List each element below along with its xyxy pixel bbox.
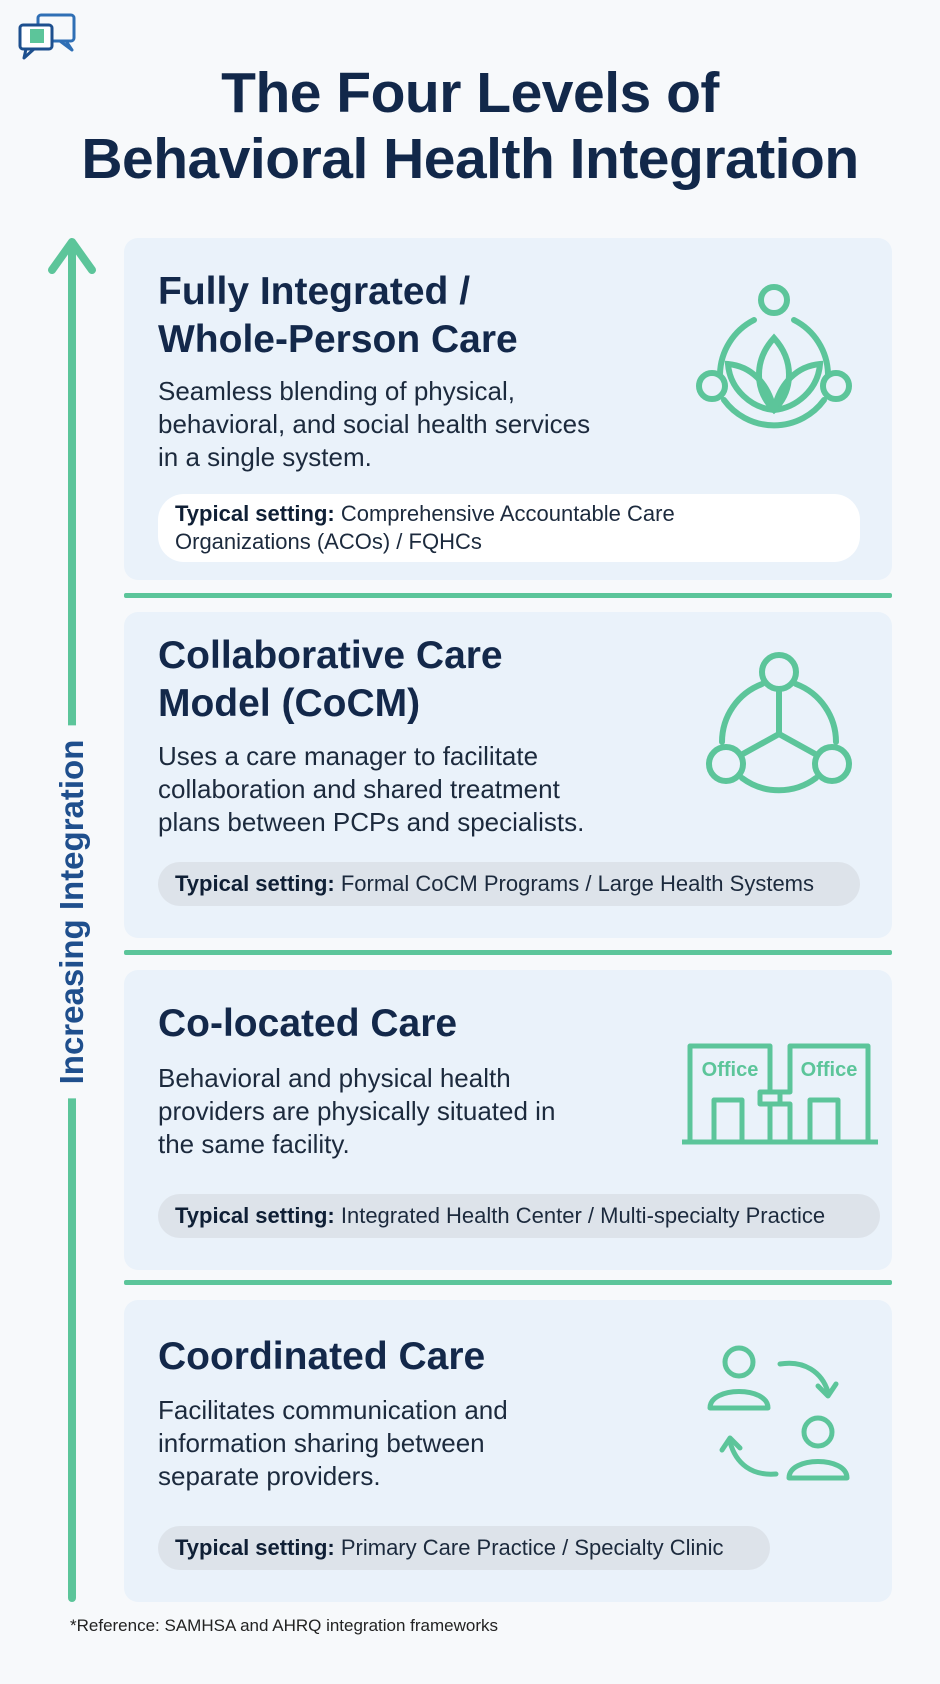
chat-bubbles-logo-icon — [16, 12, 80, 64]
axis-label: Increasing Integration — [53, 726, 91, 1099]
typical-setting-line-2: Organizations (ACOs) / FQHCs — [175, 529, 482, 554]
level-description — [158, 375, 628, 474]
whole-person-circle-icon — [694, 282, 854, 442]
typical-setting-value: Primary Care Practice / Specialty Clinic — [340, 1535, 724, 1560]
typical-setting-line — [175, 871, 843, 897]
level-description-line-3: the same facility. — [158, 1129, 350, 1159]
level-divider — [124, 950, 892, 955]
level-description-line-3: plans between PCPs and specialists. — [158, 807, 585, 837]
network-triad-icon — [704, 652, 854, 802]
level-title: Coordinated Care — [158, 1335, 486, 1378]
connected-offices-icon — [680, 1038, 880, 1148]
level-title: Co-located Care — [158, 1002, 458, 1045]
level-description-line-3: in a single system. — [158, 442, 372, 472]
page-title-line-2: Behavioral Health Integration — [81, 127, 859, 191]
typical-setting-label: Typical setting: — [175, 871, 335, 896]
typical-setting-label: Typical setting: — [175, 501, 335, 526]
level-card-fully-integrated — [124, 238, 892, 580]
level-title-line-2: Model (CoCM) — [158, 682, 421, 725]
level-description-line-2: collaboration and shared treatment — [158, 774, 560, 804]
typical-setting-pill — [158, 1194, 880, 1238]
level-description-line-1: Facilitates communication and — [158, 1395, 508, 1425]
level-card-co-located-care — [124, 970, 892, 1270]
typical-setting-line-1 — [175, 500, 843, 528]
level-description — [158, 1394, 628, 1493]
level-description — [158, 740, 628, 839]
typical-setting-value: Comprehensive Accountable Care — [340, 501, 675, 526]
level-description-line-2: providers are physically situated in — [158, 1096, 556, 1126]
level-title — [158, 632, 503, 728]
typical-setting-line — [175, 1203, 863, 1229]
level-title-line-1: Collaborative Care — [158, 634, 503, 677]
level-card-collaborative-care — [124, 612, 892, 938]
typical-setting-value: Formal CoCM Programs / Large Health Systems — [340, 871, 814, 896]
typical-setting-value: Integrated Health Center / Multi-specialty Practice — [340, 1203, 826, 1228]
page-title-line-1: The Four Levels of — [221, 61, 719, 125]
two-people-exchange-icon — [704, 1340, 854, 1490]
typical-setting-label: Typical setting: — [175, 1203, 335, 1228]
level-description-line-1: Seamless blending of physical, — [158, 376, 515, 406]
typical-setting-pill — [158, 1526, 770, 1570]
level-description-line-2: behavioral, and social health services — [158, 409, 591, 439]
level-description-line-2: information sharing between — [158, 1428, 485, 1458]
typical-setting-line — [175, 1535, 753, 1561]
reference-footnote: *Reference: SAMHSA and AHRQ integration frameworks — [70, 1616, 499, 1635]
typical-setting-label: Typical setting: — [175, 1535, 335, 1560]
page-title — [0, 60, 940, 192]
level-description-line-1: Uses a care manager to facilitate — [158, 741, 539, 771]
level-description — [158, 1062, 628, 1161]
level-description-line-3: separate providers. — [158, 1461, 381, 1491]
level-description-line-1: Behavioral and physical health — [158, 1063, 511, 1093]
level-divider — [124, 1280, 892, 1285]
typical-setting-pill — [158, 862, 860, 906]
level-card-coordinated-care — [124, 1300, 892, 1602]
typical-setting-pill — [158, 494, 860, 562]
level-title-line-1: Fully Integrated / — [158, 270, 471, 313]
office-label-left: Office — [701, 1059, 759, 1081]
level-title — [158, 268, 518, 364]
level-title-line-2: Whole-Person Care — [158, 318, 518, 361]
level-divider — [124, 593, 892, 598]
office-label-right: Office — [800, 1059, 858, 1081]
